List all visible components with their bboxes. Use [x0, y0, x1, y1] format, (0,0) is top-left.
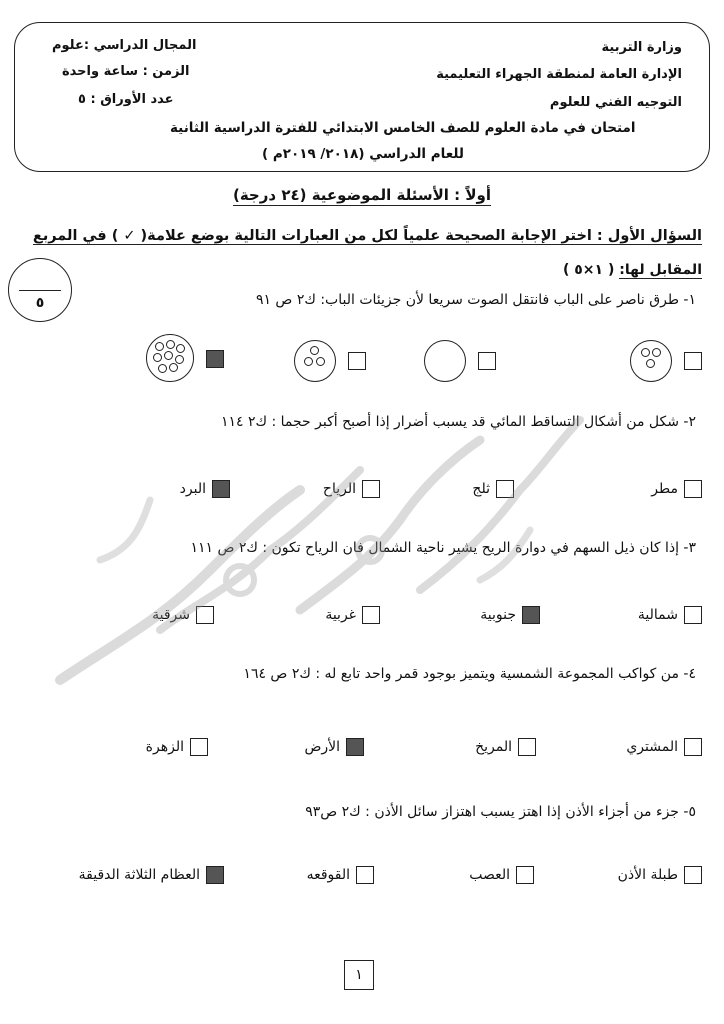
- item-1-checkbox-a[interactable]: [684, 352, 702, 370]
- question-item-3: ٣- إذا كان ذيل السهم في دوارة الريح يشير ناحية الشمال فان الرياح تكون : ك٢ ص ١١١: [190, 540, 696, 556]
- question-1-title-cont: المقابل لها: ( ١×٥ ): [562, 262, 702, 278]
- item-5-option-b[interactable]: العصب: [469, 866, 534, 884]
- item-5-checkbox-c[interactable]: [356, 866, 374, 884]
- item-5-option-c[interactable]: القوقعه: [307, 866, 374, 884]
- item-5-option-a[interactable]: طبلة الأذن: [618, 866, 702, 884]
- item-3-checkbox-b[interactable]: [522, 606, 540, 624]
- item-5-checkbox-a[interactable]: [684, 866, 702, 884]
- item-4-checkbox-a[interactable]: [684, 738, 702, 756]
- page-number: ١: [344, 960, 374, 990]
- item-4-checkbox-c[interactable]: [346, 738, 364, 756]
- atom-diagram-icon: [630, 340, 672, 382]
- item-4-checkbox-b[interactable]: [518, 738, 536, 756]
- item-3-checkbox-a[interactable]: [684, 606, 702, 624]
- score-value: ٥: [35, 295, 45, 311]
- time-label: الزمن : ساعة واحدة: [62, 64, 190, 79]
- item-4-checkbox-d[interactable]: [190, 738, 208, 756]
- item-2-checkbox-a[interactable]: [684, 480, 702, 498]
- exam-title: امتحان في مادة العلوم للصف الخامس الابتدائي للفترة الدراسية الثانية: [170, 120, 636, 136]
- score-circle: [8, 258, 72, 322]
- subject-label: المجال الدراسي :علوم: [52, 38, 197, 53]
- item-2-option-c[interactable]: الرياح: [323, 480, 380, 498]
- item-3-checkbox-c[interactable]: [362, 606, 380, 624]
- item-2-checkbox-d[interactable]: [212, 480, 230, 498]
- item-4-option-b[interactable]: المريخ: [475, 738, 536, 756]
- item-3-checkbox-d[interactable]: [196, 606, 214, 624]
- item-4-option-d[interactable]: الزهرة: [146, 738, 208, 756]
- section-title: أولاً : الأسئلة الموضوعية (٢٤ درجة): [232, 186, 492, 204]
- question-item-1: ١- طرق ناصر على الباب فانتقل الصوت سريعا لأن جزيئات الباب: ك٢ ص ٩١: [255, 292, 696, 308]
- item-4-option-a[interactable]: المشتري: [626, 738, 702, 756]
- item-5-checkbox-d[interactable]: [206, 866, 224, 884]
- item-1-option-c[interactable]: [256, 340, 366, 380]
- item-2-option-d[interactable]: البرد: [180, 480, 230, 498]
- atom-diagram-icon: [424, 340, 466, 382]
- pages-label: عدد الأوراق : ٥: [78, 92, 174, 107]
- question-item-2: ٢- شكل من أشكال التساقط المائي قد يسبب أضرار إذا أصبح أكبر حجما : ك٢ ١١٤: [220, 414, 696, 430]
- atom-diagram-icon: [146, 334, 194, 382]
- item-3-option-c[interactable]: غربية: [325, 606, 380, 624]
- item-4-option-c[interactable]: الأرض: [304, 738, 364, 756]
- item-2-option-a[interactable]: مطر: [651, 480, 702, 498]
- item-5-checkbox-b[interactable]: [516, 866, 534, 884]
- score-divider: [19, 290, 61, 291]
- question-item-4: ٤- من كواكب المجموعة الشمسية ويتميز بوجود قمر واحد تابع له : ك٢ ص ١٦٤: [243, 666, 696, 682]
- item-1-option-d[interactable]: [114, 334, 224, 380]
- directorate-label: الإدارة العامة لمنطقة الجهراء التعليمية: [436, 67, 682, 82]
- ministry-label: وزارة التربية: [601, 40, 682, 55]
- item-2-option-b[interactable]: ثلج: [472, 480, 514, 498]
- item-1-option-b[interactable]: [386, 340, 496, 380]
- item-1-checkbox-d[interactable]: [206, 350, 224, 368]
- question-item-5: ٥- جزء من أجزاء الأذن إذا اهتز يسبب اهتزاز سائل الأذن : ك٢ ص٩٣: [305, 804, 696, 820]
- item-3-option-a[interactable]: شمالية: [638, 606, 702, 624]
- exam-year: للعام الدراسي (٢٠١٨/ ٢٠١٩م ): [262, 146, 464, 162]
- item-2-checkbox-b[interactable]: [496, 480, 514, 498]
- item-1-option-a[interactable]: [592, 340, 702, 380]
- item-3-option-b[interactable]: جنوبية: [480, 606, 540, 624]
- atom-diagram-icon: [294, 340, 336, 382]
- item-1-checkbox-c[interactable]: [348, 352, 366, 370]
- question-1-title: السؤال الأول : اختر الإجابة الصحيحة علمياً لكل من العبارات التالية بوضع علامة( ✓ ) في المربع: [32, 228, 702, 244]
- item-5-option-d[interactable]: العظام الثلاثة الدقيقة: [79, 866, 224, 884]
- item-2-checkbox-c[interactable]: [362, 480, 380, 498]
- item-1-checkbox-b[interactable]: [478, 352, 496, 370]
- question-1-marks: ( ١×٥ ): [562, 262, 615, 278]
- item-3-option-d[interactable]: شرقية: [152, 606, 214, 624]
- guidance-label: التوجيه الفني للعلوم: [549, 95, 682, 110]
